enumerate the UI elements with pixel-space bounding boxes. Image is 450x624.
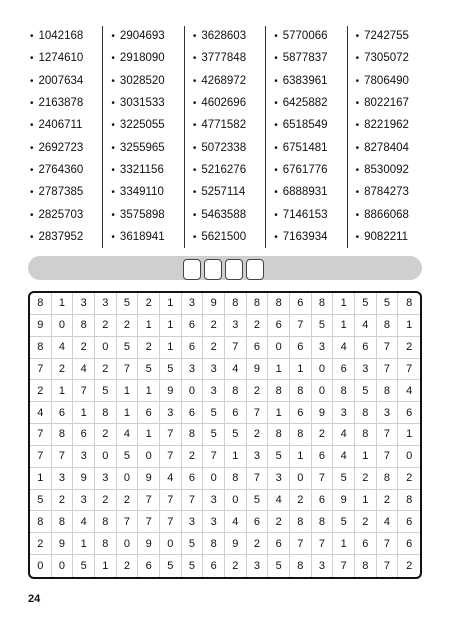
word-list-entry: • 2007634	[30, 73, 102, 90]
grid-cell[interactable]: 8	[290, 380, 312, 402]
grid-cell[interactable]: 7	[117, 511, 139, 533]
grid-cell[interactable]: 2	[138, 293, 160, 315]
word-list-entry: • 2825703	[30, 207, 102, 224]
grid-cell[interactable]: 5	[247, 490, 269, 512]
word-list-entry: • 3321156	[111, 162, 183, 179]
grid-cell[interactable]: 1	[52, 293, 74, 315]
grid-cell[interactable]: 8	[377, 468, 399, 490]
grid-cell[interactable]: 5	[160, 555, 182, 577]
answer-box[interactable]	[204, 259, 222, 280]
word-list-entry: • 2904693	[111, 28, 183, 45]
grid-cell[interactable]: 7	[160, 511, 182, 533]
grid-cell[interactable]: 6	[268, 533, 290, 555]
grid-cell[interactable]: 4	[73, 511, 95, 533]
word-list-entry: • 3575898	[111, 207, 183, 224]
grid-cell[interactable]: 7	[160, 424, 182, 446]
answer-boxes	[183, 259, 264, 280]
grid-cell[interactable]: 2	[377, 490, 399, 512]
word-list-entry: • 2787385	[30, 184, 102, 201]
grid-cell[interactable]: 6	[398, 511, 420, 533]
grid-cell[interactable]: 2	[406, 560, 413, 573]
word-list-entry: • 3225055	[111, 117, 183, 134]
grid-cell[interactable]: 8	[73, 315, 95, 337]
grid-cell[interactable]: 5	[160, 359, 182, 381]
grid-cell[interactable]: 0	[268, 337, 290, 359]
grid-cell[interactable]: 1	[290, 446, 312, 468]
grid-cell[interactable]: 1	[160, 337, 182, 359]
word-list-entry: • 5877837	[274, 50, 346, 67]
grid-cell[interactable]: 1	[95, 555, 117, 577]
grid-cell[interactable]: 1	[160, 315, 182, 337]
grid-cell[interactable]: 5	[182, 555, 204, 577]
grid-cell[interactable]: 2	[268, 511, 290, 533]
grid-cell[interactable]: 8	[52, 424, 74, 446]
grid-cell[interactable]: 3	[182, 359, 204, 381]
grid-cell[interactable]: 5	[138, 359, 160, 381]
grid-cell[interactable]: 9	[138, 468, 160, 490]
word-list-entry: • 6761776	[274, 162, 346, 179]
grid-cell[interactable]: 6	[398, 402, 420, 424]
number-search-grid	[28, 291, 422, 579]
grid-cell[interactable]: 2	[203, 315, 225, 337]
word-list-entry: • 2163878	[30, 95, 102, 112]
grid-cell[interactable]: 2	[117, 555, 139, 577]
grid-cell[interactable]: 6	[398, 533, 420, 555]
word-list-entry: • 6518549	[274, 117, 346, 134]
grid-cell[interactable]: 2	[247, 533, 269, 555]
grid-cell[interactable]: 8	[30, 511, 52, 533]
grid-cell[interactable]: 8	[312, 293, 334, 315]
word-list-entry: • 7305072	[356, 50, 428, 67]
grid-cell[interactable]: 6	[355, 337, 377, 359]
grid-cell[interactable]: 4	[225, 511, 247, 533]
word-list-entry: • 1274610	[30, 50, 102, 67]
grid-cell[interactable]: 3	[95, 468, 117, 490]
grid-cell[interactable]: 1	[160, 293, 182, 315]
grid-cell[interactable]: 2	[312, 424, 334, 446]
grid-cell[interactable]: 2	[398, 337, 420, 359]
grid-cell[interactable]: 8	[398, 293, 420, 315]
grid-cell[interactable]: 7	[182, 490, 204, 512]
word-list-entry: • 5463588	[193, 207, 265, 224]
grid-cell[interactable]: 5	[377, 293, 399, 315]
grid-cell[interactable]: 4	[52, 337, 74, 359]
word-list-entry: • 8530092	[356, 162, 428, 179]
grid-cell[interactable]: 3	[247, 555, 269, 577]
grid-cell[interactable]: 8	[203, 533, 225, 555]
grid-cell[interactable]: 4	[268, 490, 290, 512]
word-list-entry: • 5257114	[193, 184, 265, 201]
grid-cell[interactable]: 6	[182, 468, 204, 490]
word-list-entry: • 8221962	[356, 117, 428, 134]
grid-cell[interactable]: 9	[333, 490, 355, 512]
grid-cell[interactable]: 2	[95, 315, 117, 337]
grid-cell[interactable]: 7	[247, 402, 269, 424]
grid-cell[interactable]: 2	[355, 468, 377, 490]
word-list-entry: • 8022167	[356, 95, 428, 112]
grid-cell[interactable]: 3	[377, 402, 399, 424]
word-list-entry: • 6888931	[274, 184, 346, 201]
word-list-entry: • 3628603	[193, 28, 265, 45]
answer-box[interactable]	[183, 259, 201, 280]
grid-cell[interactable]: 7	[290, 533, 312, 555]
word-list-entry: • 3618941	[111, 229, 183, 246]
grid-cell[interactable]: 2	[290, 490, 312, 512]
grid-cell[interactable]: 6	[73, 424, 95, 446]
grid-cell[interactable]: 0	[225, 490, 247, 512]
page-number: 24	[28, 593, 41, 605]
grid-cell[interactable]: 7	[377, 359, 399, 381]
grid-cell[interactable]: 5	[268, 555, 290, 577]
grid-cell[interactable]: 7	[247, 468, 269, 490]
grid-cell[interactable]: 2	[138, 337, 160, 359]
grid-cell[interactable]: 7	[30, 446, 52, 468]
grid-cell[interactable]: 0	[95, 337, 117, 359]
grid-cell[interactable]: 9	[30, 315, 52, 337]
grid-cell[interactable]: 2	[52, 359, 74, 381]
grid-cell[interactable]: 7	[73, 380, 95, 402]
grid-cell[interactable]: 3	[52, 468, 74, 490]
grid-cell[interactable]: 7	[377, 555, 399, 577]
grid-cell[interactable]: 5	[268, 446, 290, 468]
word-list-entry: • 5216276	[193, 162, 265, 179]
grid-cell[interactable]: 0	[398, 446, 420, 468]
word-list-entry: • 6751481	[274, 140, 346, 157]
grid-cell[interactable]: 9	[73, 468, 95, 490]
word-list-entry: • 7242755	[356, 28, 428, 45]
word-list-entry: • 4771582	[193, 117, 265, 134]
grid-cell[interactable]: 9	[160, 380, 182, 402]
grid-cell[interactable]: 2	[117, 315, 139, 337]
grid-cell[interactable]: 6	[203, 555, 225, 577]
grid-cell[interactable]: 2	[95, 359, 117, 381]
grid-cell[interactable]: 3	[333, 402, 355, 424]
grid-cell[interactable]: 7	[398, 359, 420, 381]
grid-cell[interactable]: 0	[160, 533, 182, 555]
grid-cell[interactable]: 5	[333, 511, 355, 533]
grid-cell[interactable]: 4	[160, 468, 182, 490]
grid-cell[interactable]: 8	[95, 402, 117, 424]
grid-cell[interactable]: 6	[182, 315, 204, 337]
grid-cell[interactable]: 3	[268, 468, 290, 490]
grid-cell[interactable]: 7	[52, 446, 74, 468]
word-list-entry: • 4268972	[193, 73, 265, 90]
grid-cell[interactable]: 1	[30, 468, 52, 490]
grid-cell[interactable]: 8	[290, 424, 312, 446]
grid-cell[interactable]: 0	[312, 380, 334, 402]
answer-box[interactable]	[246, 259, 264, 280]
grid-cell[interactable]: 1	[52, 380, 74, 402]
grid-cell[interactable]: 1	[268, 402, 290, 424]
grid-cell[interactable]: 6	[138, 555, 160, 577]
grid-cell[interactable]: 8	[377, 380, 399, 402]
grid-cell[interactable]: 8	[333, 380, 355, 402]
grid-cell[interactable]: 8	[377, 315, 399, 337]
grid-cell[interactable]: 2	[73, 337, 95, 359]
grid-cell[interactable]: 3	[203, 359, 225, 381]
grid-cell[interactable]: 8	[290, 555, 312, 577]
grid-cell[interactable]: 3	[73, 490, 95, 512]
grid-cell[interactable]: 7	[377, 446, 399, 468]
word-list-entry: • 3349110	[111, 184, 183, 201]
grid-cell[interactable]: 1	[333, 293, 355, 315]
word-list-entry: • 2692723	[30, 140, 102, 157]
grid-cell[interactable]: 3	[225, 315, 247, 337]
grid-cell[interactable]: 3	[203, 511, 225, 533]
grid-cell[interactable]: 1	[290, 359, 312, 381]
grid-cell[interactable]: 4	[117, 424, 139, 446]
grid-cell[interactable]: 7	[225, 337, 247, 359]
grid-cell[interactable]: 7	[333, 555, 355, 577]
grid-cell[interactable]: 2	[225, 555, 247, 577]
grid-cell[interactable]: 3	[182, 293, 204, 315]
grid-cell[interactable]: 4	[333, 424, 355, 446]
grid-cell[interactable]: 9	[225, 533, 247, 555]
grid-cell[interactable]: 8	[268, 380, 290, 402]
word-list-entry: • 3028520	[111, 73, 183, 90]
grid-cell[interactable]: 0	[138, 446, 160, 468]
grid-cell[interactable]: 1	[138, 424, 160, 446]
grid-cell[interactable]: 9	[138, 533, 160, 555]
word-list-entry: • 4602696	[193, 95, 265, 112]
grid-cell[interactable]: 0	[30, 555, 52, 577]
grid-cell[interactable]: 1	[355, 446, 377, 468]
grid-cell[interactable]: 2	[117, 490, 139, 512]
grid-cell[interactable]: 0	[95, 446, 117, 468]
grid-cell[interactable]: 6	[290, 402, 312, 424]
grid-cell[interactable]: 6	[182, 337, 204, 359]
grid-cell[interactable]: 2	[182, 446, 204, 468]
word-list-entry: • 3777848	[193, 50, 265, 67]
grid-cell[interactable]: 0	[52, 555, 74, 577]
grid-cell[interactable]: 3	[203, 380, 225, 402]
grid-cell[interactable]: 6	[247, 511, 269, 533]
grid-cell[interactable]: 4	[333, 446, 355, 468]
grid-cell[interactable]: 2	[203, 337, 225, 359]
grid-cell[interactable]: 5	[225, 424, 247, 446]
grid-cell[interactable]: 7	[377, 337, 399, 359]
grid-cell[interactable]: 6	[290, 337, 312, 359]
grid-cell[interactable]: 8	[312, 511, 334, 533]
grid-cell[interactable]: 8	[398, 490, 420, 512]
word-list-entry: • 8866068	[356, 207, 428, 224]
grid-cell[interactable]: 4	[225, 359, 247, 381]
grid-cell[interactable]: 1	[268, 359, 290, 381]
grid-cell[interactable]: 6	[312, 490, 334, 512]
word-list-column	[265, 26, 346, 248]
grid-cell[interactable]: 9	[312, 402, 334, 424]
grid-cell[interactable]: 3	[160, 402, 182, 424]
grid-cell[interactable]: 3	[73, 446, 95, 468]
grid-cell[interactable]: 8	[52, 511, 74, 533]
grid-cell[interactable]: 8	[247, 293, 269, 315]
grid-cell[interactable]: 7	[312, 533, 334, 555]
grid-cell[interactable]: 8	[30, 293, 52, 315]
grid-cell[interactable]: 2	[398, 468, 420, 490]
grid-cell[interactable]: 1	[117, 380, 139, 402]
grid-cell[interactable]: 5	[355, 380, 377, 402]
grid-cell[interactable]: 9	[247, 359, 269, 381]
grid-cell[interactable]: 1	[138, 315, 160, 337]
grid-cell[interactable]: 8	[355, 424, 377, 446]
grid-cell[interactable]: 8	[355, 555, 377, 577]
grid-cell[interactable]: 3	[203, 490, 225, 512]
grid-cell[interactable]: 8	[290, 511, 312, 533]
grid-cell[interactable]: 4	[377, 511, 399, 533]
grid-cell[interactable]: 0	[182, 380, 204, 402]
grid-cell[interactable]: 0	[52, 315, 74, 337]
grid-cell[interactable]: 0	[117, 533, 139, 555]
word-list-entry: • 3255965	[111, 140, 183, 157]
grid-cell[interactable]: 4	[398, 380, 420, 402]
grid-cell[interactable]: 6	[333, 359, 355, 381]
grid-cell[interactable]: 5	[182, 533, 204, 555]
grid-cell[interactable]: 7	[30, 424, 52, 446]
word-list-entry: • 8278404	[356, 140, 428, 157]
grid-cell[interactable]: 8	[182, 424, 204, 446]
grid-cell[interactable]: 0	[312, 359, 334, 381]
grid-cell[interactable]: 7	[138, 511, 160, 533]
grid-cell[interactable]: 5	[355, 293, 377, 315]
word-list-entry: • 9082211	[356, 229, 428, 246]
grid-cell[interactable]: 3	[355, 359, 377, 381]
grid-cell[interactable]: 2	[247, 315, 269, 337]
word-list-entry: • 5770066	[274, 28, 346, 45]
grid-cell[interactable]: 4	[30, 402, 52, 424]
grid-cell[interactable]: 8	[225, 468, 247, 490]
grid-cell[interactable]: 1	[398, 424, 420, 446]
grid-cell[interactable]: 5	[203, 402, 225, 424]
grid-cell[interactable]: 5	[30, 490, 52, 512]
grid-cell[interactable]: 4	[73, 359, 95, 381]
word-list-column	[102, 26, 183, 248]
grid-cell[interactable]: 3	[73, 293, 95, 315]
grid-cell[interactable]: 6	[247, 337, 269, 359]
grid-cell[interactable]: 9	[203, 293, 225, 315]
grid-cell[interactable]: 6	[138, 402, 160, 424]
grid-cell[interactable]: 0	[290, 468, 312, 490]
grid-cell[interactable]: 2	[95, 490, 117, 512]
grid-cell[interactable]: 6	[52, 402, 74, 424]
word-list-entry: • 7806490	[356, 73, 428, 90]
grid-cell[interactable]: 1	[73, 402, 95, 424]
grid-cell[interactable]: 3	[95, 293, 117, 315]
grid-cell[interactable]: 6	[355, 533, 377, 555]
grid-cell[interactable]: 2	[355, 511, 377, 533]
word-list-entry: • 5072338	[193, 140, 265, 157]
grid-cell[interactable]: 5	[95, 380, 117, 402]
word-list-entry: • 6383961	[274, 73, 346, 90]
word-list-column	[184, 26, 265, 248]
grid-cell[interactable]: 8	[268, 424, 290, 446]
grid-cell[interactable]: 8	[95, 511, 117, 533]
grid-cell[interactable]: 6	[312, 446, 334, 468]
word-list-entry: • 6425882	[274, 95, 346, 112]
word-list-entry: • 2918090	[111, 50, 183, 67]
grid-cell[interactable]: 1	[355, 490, 377, 512]
grid-cell[interactable]: 6	[290, 293, 312, 315]
grid-cell[interactable]: 8	[95, 533, 117, 555]
word-list-entry: • 2837952	[30, 229, 102, 246]
grid-cell[interactable]: 3	[312, 555, 334, 577]
grid-cell[interactable]: 1	[138, 380, 160, 402]
grid-cell[interactable]: 1	[333, 533, 355, 555]
word-list-entry: • 2406711	[30, 117, 102, 134]
grid-cell[interactable]: 1	[333, 315, 355, 337]
grid-cell[interactable]: 5	[312, 315, 334, 337]
grid-cell[interactable]: 8	[225, 293, 247, 315]
grid-cell[interactable]: 5	[117, 446, 139, 468]
grid-cell[interactable]: 6	[268, 315, 290, 337]
grid-cell[interactable]: 2	[247, 424, 269, 446]
grid-cell[interactable]: 7	[30, 359, 52, 381]
grid-cell[interactable]: 6	[182, 402, 204, 424]
grid-cell[interactable]: 6	[225, 402, 247, 424]
grid-cell[interactable]: 7	[117, 359, 139, 381]
grid-cell[interactable]: 0	[203, 468, 225, 490]
grid-cell[interactable]: 2	[247, 380, 269, 402]
word-list-column	[347, 26, 428, 248]
grid-cell[interactable]: 7	[312, 468, 334, 490]
grid-cell[interactable]: 7	[160, 446, 182, 468]
grid-cell[interactable]: 2	[30, 533, 52, 555]
grid-cell[interactable]: 1	[225, 446, 247, 468]
word-list-entry: • 3031533	[111, 95, 183, 112]
word-list-entry: • 5621500	[193, 229, 265, 246]
grid-cell[interactable]: 5	[117, 337, 139, 359]
grid-cell[interactable]: 8	[30, 337, 52, 359]
grid-cell[interactable]: 7	[290, 315, 312, 337]
answer-box[interactable]	[225, 259, 243, 280]
grid-cell[interactable]: 1	[117, 402, 139, 424]
grid-cell[interactable]: 8	[355, 402, 377, 424]
grid-cell[interactable]: 4	[355, 315, 377, 337]
grid-cell[interactable]: 7	[160, 490, 182, 512]
grid-cell[interactable]: 9	[52, 533, 74, 555]
grid-cell[interactable]: 2	[95, 424, 117, 446]
grid-cell[interactable]: 7	[138, 490, 160, 512]
word-list-column	[22, 26, 102, 248]
word-list-entry: • 8784273	[356, 184, 428, 201]
word-list-entry: • 7146153	[274, 207, 346, 224]
word-list-entry: • 2764360	[30, 162, 102, 179]
grid-cell[interactable]: 2	[52, 490, 74, 512]
grid-cell[interactable]: 1	[398, 315, 420, 337]
grid-cell[interactable]: 3	[247, 446, 269, 468]
grid-cell[interactable]: 7	[377, 533, 399, 555]
grid-cell[interactable]: 3	[312, 337, 334, 359]
grid-cell[interactable]: 2	[30, 380, 52, 402]
grid-cell[interactable]: 5	[333, 468, 355, 490]
grid-cell[interactable]: 8	[268, 293, 290, 315]
grid-cell[interactable]: 3	[182, 511, 204, 533]
word-list-entry: • 1042168	[30, 28, 102, 45]
grid-cell[interactable]: 7	[377, 424, 399, 446]
grid-cell[interactable]: 8	[225, 380, 247, 402]
grid-cell[interactable]: 5	[117, 293, 139, 315]
word-list-entry: • 7163934	[274, 229, 346, 246]
grid-cell[interactable]: 0	[117, 468, 139, 490]
grid-cell[interactable]: 1	[73, 533, 95, 555]
grid-cell[interactable]: 4	[333, 337, 355, 359]
grid-cell[interactable]: 5	[203, 424, 225, 446]
grid-cell[interactable]: 7	[203, 446, 225, 468]
word-list	[22, 26, 428, 248]
grid-cell[interactable]: 5	[73, 555, 95, 577]
